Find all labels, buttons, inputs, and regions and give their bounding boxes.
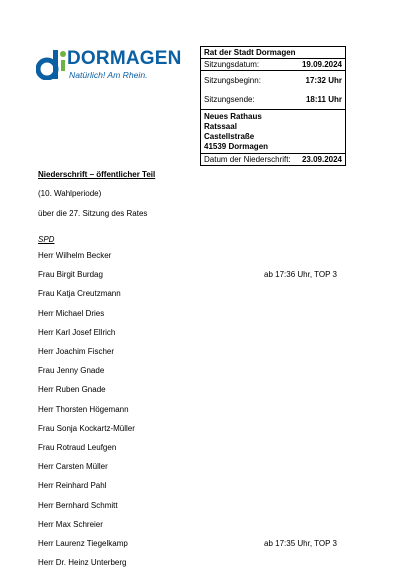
list-item — [38, 462, 358, 473]
member-name: Frau Sonja Kockartz-Müller — [38, 423, 135, 433]
member-name: Frau Birgit Burdag — [38, 270, 103, 280]
address-line: Ratssaal — [204, 122, 237, 131]
logo-tagline: Natürlich! Am Rhein. — [69, 70, 148, 80]
member-name: Herr Ruben Gnade — [38, 385, 106, 395]
member-note: ab 17:36 Uhr, TOP 3 — [264, 270, 337, 280]
list-item — [38, 501, 358, 512]
member-name: Herr Carsten Müller — [38, 462, 108, 472]
address-line: 41539 Dormagen — [204, 142, 269, 151]
session-end-label: Sitzungsende: — [204, 95, 255, 104]
list-item — [38, 443, 358, 454]
session-info-box — [200, 46, 346, 166]
session-start-label: Sitzungsbeginn: — [204, 76, 261, 85]
address-line: Neues Rathaus — [204, 112, 262, 121]
member-name: Herr Michael Dries — [38, 308, 105, 318]
list-item — [38, 289, 358, 300]
session-location — [201, 110, 345, 154]
member-name: Frau Jenny Gnade — [38, 366, 105, 376]
session-start-row — [204, 71, 342, 90]
member-name: Frau Katja Creutzmann — [38, 289, 121, 299]
election-period: (10. Wahlperiode) — [38, 189, 102, 198]
party-heading: SPD — [38, 235, 55, 244]
member-name: Herr Dr. Heinz Unterberg — [38, 558, 127, 568]
member-name: Frau Rotraud Leufgen — [38, 443, 117, 452]
logo-text: DORMAGEN — [67, 48, 182, 69]
member-name: Herr Reinhard Pahl — [38, 481, 107, 491]
session-description: über die 27. Sitzung des Rates — [38, 209, 148, 218]
session-date-value: 19.09.2024 — [301, 60, 342, 69]
council-name: Rat der Stadt Dormagen — [204, 48, 296, 57]
member-name: Herr Karl Josef Ellrich — [38, 327, 116, 337]
member-name: Herr Bernhard Schmitt — [38, 500, 118, 510]
list-item — [38, 251, 358, 262]
list-item — [38, 347, 358, 358]
list-item — [38, 270, 358, 281]
document-heading: Niederschrift – öffentlicher Teil — [38, 170, 156, 179]
session-end-row — [204, 90, 342, 109]
list-item — [38, 539, 358, 550]
logo-d-icon — [36, 44, 66, 80]
list-item — [38, 309, 358, 320]
list-item — [38, 405, 358, 416]
member-name: Herr Wilhelm Becker — [38, 251, 112, 260]
list-item — [38, 424, 358, 435]
member-name: Herr Laurenz Tiegelkamp — [38, 539, 128, 548]
member-name: Herr Joachim Fischer — [38, 347, 115, 356]
member-note: ab 17:35 Uhr, TOP 3 — [264, 539, 337, 548]
minutes-date-label: Datum der Niederschrift: — [204, 155, 291, 164]
session-date-label: Sitzungsdatum: — [204, 60, 260, 69]
list-item — [38, 328, 358, 339]
city-logo — [36, 44, 182, 88]
minutes-date-row — [201, 154, 345, 165]
list-item — [38, 520, 358, 531]
member-name: Herr Max Schreier — [38, 519, 103, 529]
council-title — [201, 47, 345, 59]
list-item — [38, 385, 358, 396]
member-name: Herr Thorsten Högemann — [38, 404, 129, 414]
session-date-row — [201, 59, 345, 71]
session-end-value: 18:11 Uhr — [305, 95, 342, 104]
address-line: Castellstraße — [204, 132, 255, 141]
minutes-date-value: 23.09.2024 — [301, 155, 342, 164]
list-item — [38, 366, 358, 377]
list-item — [38, 558, 358, 569]
session-times — [201, 71, 345, 110]
list-item — [38, 481, 358, 492]
session-start-value: 17:32 Uhr — [305, 76, 342, 85]
